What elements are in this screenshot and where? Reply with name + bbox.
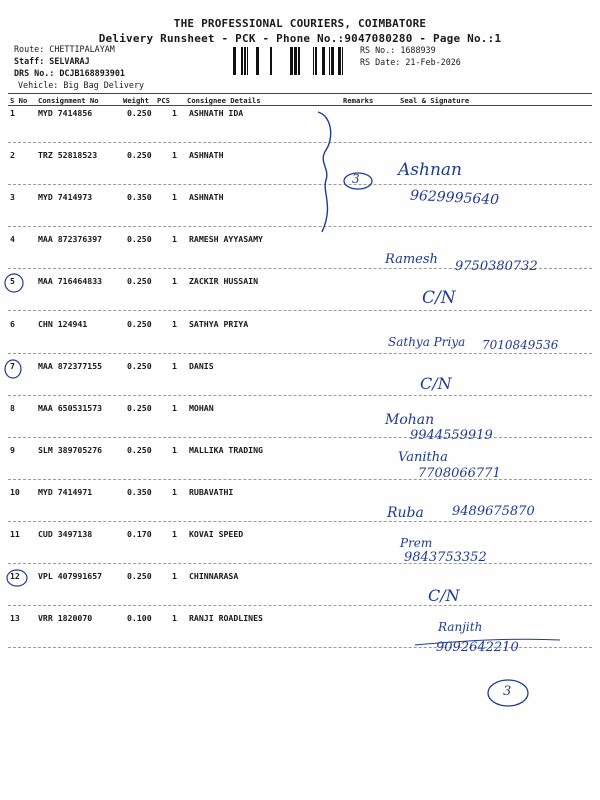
row-sno: 9 [10, 444, 15, 455]
row-weight: 0.250 [127, 234, 152, 245]
row-weight: 0.250 [127, 402, 152, 413]
row-weight: 0.250 [127, 150, 152, 161]
phone-mallika: 7708066771 [418, 466, 501, 481]
row-consignment-no: CHN 124941 [38, 318, 88, 329]
row-weight: 0.250 [127, 571, 152, 582]
staff-label: Staff: SELVARAJ [14, 56, 90, 66]
col-seal-signature: Seal & Signature [400, 96, 470, 105]
page-total-count: 3 [503, 684, 512, 699]
signature-ramesh: Ramesh [385, 252, 438, 267]
row-pcs: 1 [172, 318, 177, 329]
runsheet-subtitle: Delivery Runsheet - PCK - Phone No.:9047080280 - Page No.:1 [98, 32, 502, 45]
row-consignment-no: MAA 872377155 [38, 360, 103, 371]
row-sno: 4 [10, 234, 15, 245]
row-pcs: 1 [172, 571, 177, 582]
row-weight: 0.250 [127, 318, 152, 329]
row-pcs: 1 [172, 276, 177, 287]
row-pcs: 1 [172, 108, 177, 118]
vehicle-label: Vehicle: Big Bag Delivery [18, 80, 145, 90]
signature-mohan: Mohan [385, 412, 435, 428]
row-consignee: ASHNATH IDA [189, 108, 244, 118]
row-consignee: ASHNATH [189, 150, 224, 161]
row-consignee: RANJI ROADLINES [189, 613, 263, 624]
rs-number: RS No.: 1688939 [360, 45, 436, 55]
cn-remark-12: C/N [428, 586, 460, 605]
cn-remark-7: C/N [420, 374, 452, 393]
phone-ramesh: 9750380732 [455, 259, 538, 274]
row-weight: 0.350 [127, 192, 152, 203]
row-pcs: 1 [172, 486, 177, 497]
row-pcs: 1 [172, 613, 177, 624]
row-sno: 6 [10, 318, 15, 329]
row-consignment-no: MAA 872376397 [38, 234, 103, 245]
row-weight: 0.250 [127, 444, 152, 455]
signature-rubavathi: Ruba [387, 505, 424, 521]
serial-5-circle [5, 274, 23, 292]
row-consignment-no: TRZ 52818523 [38, 150, 98, 161]
serial-12-circle [7, 570, 27, 586]
row-sno: 2 [10, 150, 15, 161]
route-label: Route: CHETTIPALAYAM [14, 44, 115, 54]
phone-sathya: 7010849536 [482, 338, 559, 352]
cn-remark-5: C/N [422, 288, 456, 308]
signature-mallika: Vanitha [398, 450, 448, 465]
row-pcs: 1 [172, 150, 177, 161]
rs-date: RS Date: 21-Feb-2026 [360, 57, 461, 67]
row-consignment-no: MAA 716464833 [38, 276, 103, 287]
row-sno: 5 [10, 276, 15, 287]
row-weight: 0.100 [127, 613, 152, 624]
drs-number: DRS No.: DCJB168893901 [14, 68, 125, 78]
col-consignment: Consignment No [38, 96, 99, 105]
row-consignment-no: MAA 650531573 [38, 402, 103, 413]
row-consignment-no: MYD 7414971 [38, 486, 93, 497]
row-consignee: CHINNARASA [189, 571, 239, 582]
row-sno: 1 [10, 108, 15, 118]
row-weight: 0.350 [127, 486, 152, 497]
phone-rubavathi: 9489675870 [452, 504, 535, 519]
row-pcs: 1 [172, 529, 177, 539]
row-sno: 3 [10, 192, 15, 203]
row-pcs: 1 [172, 192, 177, 203]
row-pcs: 1 [172, 444, 177, 455]
row-weight: 0.250 [127, 108, 152, 118]
row-pcs: 1 [172, 234, 177, 245]
col-remarks: Remarks [343, 96, 374, 105]
row-consignment-no: VPL 407991657 [38, 571, 103, 582]
row-consignee: DANIS [189, 360, 214, 371]
signature-ranji: Ranjith [438, 620, 483, 634]
row-consignee: RAMESH AYYASAMY [189, 234, 263, 245]
row-consignment-no: CUD 3497138 [38, 529, 93, 539]
row-sno: 7 [10, 360, 15, 371]
phone-ashnath: 9629995640 [409, 187, 500, 209]
row-weight: 0.170 [127, 529, 152, 539]
row-consignee: KOVAI SPEED [189, 529, 244, 539]
brace-mark [318, 112, 331, 232]
row-sno: 13 [10, 613, 20, 624]
row-sno: 10 [10, 486, 20, 497]
row-consignment-no: MYD 7414973 [38, 192, 93, 203]
serial-7-circle [5, 360, 21, 378]
row-pcs: 1 [172, 360, 177, 371]
row-sno: 12 [10, 571, 20, 582]
row-weight: 0.250 [127, 360, 152, 371]
row-consignment-no: MYD 7414856 [38, 108, 93, 118]
row-pcs: 1 [172, 402, 177, 413]
col-weight: Weight [123, 96, 149, 105]
row-consignment-no: VRR 1820070 [38, 613, 93, 624]
company-title: THE PROFESSIONAL COURIERS, COIMBATORE [173, 17, 427, 30]
row-sno: 11 [10, 529, 20, 539]
signature-ashnath: Ashnan [398, 160, 462, 180]
row-consignment-no: SLM 389705276 [38, 444, 103, 455]
signature-sathya: Sathya Priya [388, 335, 466, 349]
col-consignee: Consignee Details [187, 96, 261, 105]
circled-count-3: 3 [352, 172, 360, 186]
phone-kovai: 9843753352 [404, 550, 487, 565]
signature-kovai: Prem [400, 536, 433, 550]
row-consignee: MALLIKA TRADING [189, 444, 263, 455]
row-sno: 8 [10, 402, 15, 413]
row-consignee: ZACKIR HUSSAIN [189, 276, 259, 287]
row-consignee: ASHNATH [189, 192, 224, 203]
phone-mohan: 9944559919 [410, 428, 493, 443]
col-pcs: PCS [157, 96, 170, 105]
row-consignee: MOHAN [189, 402, 214, 413]
col-sno: S No [10, 96, 28, 105]
row-weight: 0.250 [127, 276, 152, 287]
phone-ranji: 9092642210 [436, 640, 519, 655]
row-consignee: SATHYA PRIYA [189, 318, 249, 329]
row-consignee: RUBAVATHI [189, 486, 234, 497]
